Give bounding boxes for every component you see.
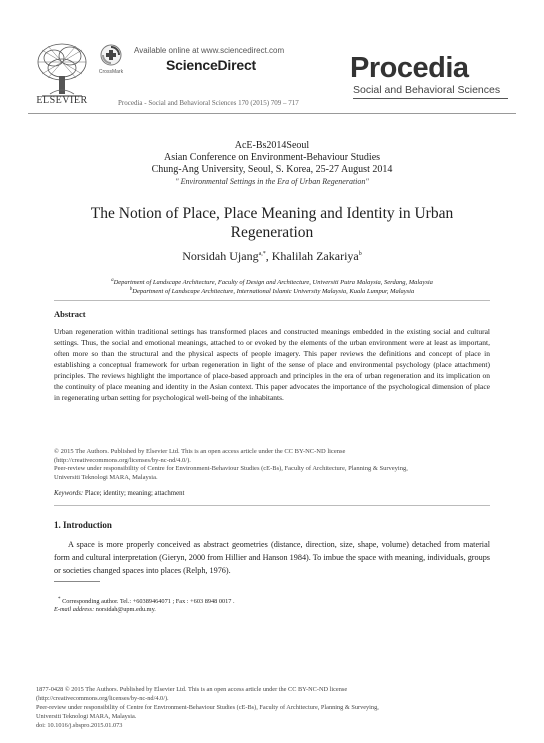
conference-place: Chung-Ang University, Seoul, S. Korea, 25-27 August 2014 [151, 164, 393, 175]
affiliation-b-text: Department of Landscape Architecture, International Islamic University Malaysia, Kuala Lumpur, Malaysia [132, 288, 415, 296]
procedia-subtitle: Social and Behavioral Sciences [353, 84, 501, 96]
procedia-logo-text: Procedia [350, 52, 469, 84]
keywords-label: Keywords: [54, 490, 84, 497]
license-line-2[interactable]: (http://creativecommons.org/licenses/by-nc-nd/4.0/). [54, 456, 191, 464]
affiliation-b [0, 287, 544, 295]
license-line-4: Universiti Teknologi MARA, Malaysia. [54, 473, 158, 481]
elsevier-wordmark: ELSEVIER [36, 95, 88, 106]
conference-code: AcE-Bs2014Seoul [234, 140, 310, 151]
license-line-3: Peer-review under responsibility of Centre for Environment-Behaviour Studies (cE-Bs), Faculty of Architecture, Planning & Surveying, [54, 465, 408, 472]
available-online-text: Available online at www.sciencedirect.com [134, 46, 285, 55]
crossmark-label: CrossMark [98, 69, 124, 75]
keywords-line [54, 490, 490, 497]
abstract-body: Urban regeneration within traditional settings has transformed places and constructed meanings embedded in the existing social and cultural settings. Thus, the social and emotional meanings, attached to or evoked by the elements of the urban environment were at least as important, often more so than the structural and the physical aspects of people imagery. This paper reviews the definitions and concept of place in establishing a conceptual framework for urban regeneration in light of the sense of place and environmental psychology (place attachment) principles. The reviews highlight the importance of place-based approach and principles in the era of urban regeneration and its implication on the continuity of place meaning and identity in the Asian context. This paper advocates the importance of the psychological dimension of place in regenerating urban setting for psychological well-being of the inhabitants. [54, 327, 490, 402]
crossmark-icon[interactable] [100, 44, 122, 66]
affiliation-divider [54, 300, 490, 301]
authors-line [0, 249, 544, 264]
affiliation-a-text: Department of Landscape Architecture, Faculty of Design and Architecture, Universiti Putra Malaysia, Serdang, Malaysia [113, 279, 433, 287]
introduction-heading: 1. Introduction [54, 520, 112, 530]
license-line-1: © 2015 The Authors. Published by Elsevier Ltd. This is an open access article under the CC BY-NC-ND license [54, 448, 346, 455]
footnote-email [54, 606, 156, 613]
conference-theme: " Environmental Settings in the Era of Urban Regeneration" [175, 177, 369, 186]
copyright-line-3: Peer-review under responsibility of Centre for Environment-Behaviour Studies (cE-Bs), Faculty of Architecture, Planning & Surveying, [36, 704, 379, 711]
footnote-1-text: Corresponding author. Tel.: +60389464071 ; Fax : +603 8948 0017 . [60, 598, 235, 606]
paper-title: The Notion of Place, Place Meaning and Identity in Urban Regeneration [90, 205, 454, 241]
author-2: Khalilah Zakariya [271, 249, 359, 263]
affiliation-a [0, 278, 544, 286]
footnote-divider [54, 581, 100, 582]
author-1: Norsidah Ujang [182, 249, 259, 263]
header-divider [28, 113, 516, 114]
copyright-block [36, 685, 506, 730]
copyright-line-4: Universiti Teknologi MARA, Malaysia. [36, 713, 137, 720]
keywords-text: Place; identity; meaning; attachment [83, 490, 185, 497]
email-label: E-mail address: [54, 606, 95, 613]
doi-line[interactable]: doi: 10.1016/j.sbspro.2015.01.073 [36, 722, 123, 729]
author-separator: , [265, 249, 272, 263]
affiliation-b-sup: b [129, 287, 133, 292]
introduction-body: A space is more properly conceived as abstract geometries (distance, direction, size, shape, volume) detached from material form and cultural interpretation (Gieryn, 2000 from Hillier and Hanson 1984). To imbue the space with meaning, individuals, groups or societies changed spaces into places (Relph, 1976). [54, 540, 490, 575]
abstract-divider [54, 505, 490, 506]
footnote-1-sup: * [58, 597, 61, 602]
sciencedirect-logo-text[interactable]: ScienceDirect [166, 57, 257, 73]
author-2-sup: b [358, 251, 362, 257]
affiliation-a-sup: a [111, 278, 114, 283]
conference-name: Asian Conference on Environment-Behaviour Studies [163, 152, 381, 163]
author-1-sup: a,* [258, 251, 266, 257]
email-address[interactable]: norsidah@upm.edu.my. [94, 606, 156, 613]
journal-citation: Procedia - Social and Behavioral Sciences 170 (2015) 709 – 717 [118, 99, 299, 107]
footnote-corresponding-author [58, 597, 235, 605]
procedia-divider [353, 98, 508, 99]
license-block [54, 448, 490, 482]
copyright-line-1: 1877-0428 © 2015 The Authors. Published by Elsevier Ltd. This is an open access article under the CC BY-NC-ND license [36, 686, 348, 693]
abstract-heading: Abstract [54, 309, 86, 319]
copyright-line-2[interactable]: (http://creativecommons.org/licenses/by-nc-nd/4.0/). [36, 695, 169, 702]
